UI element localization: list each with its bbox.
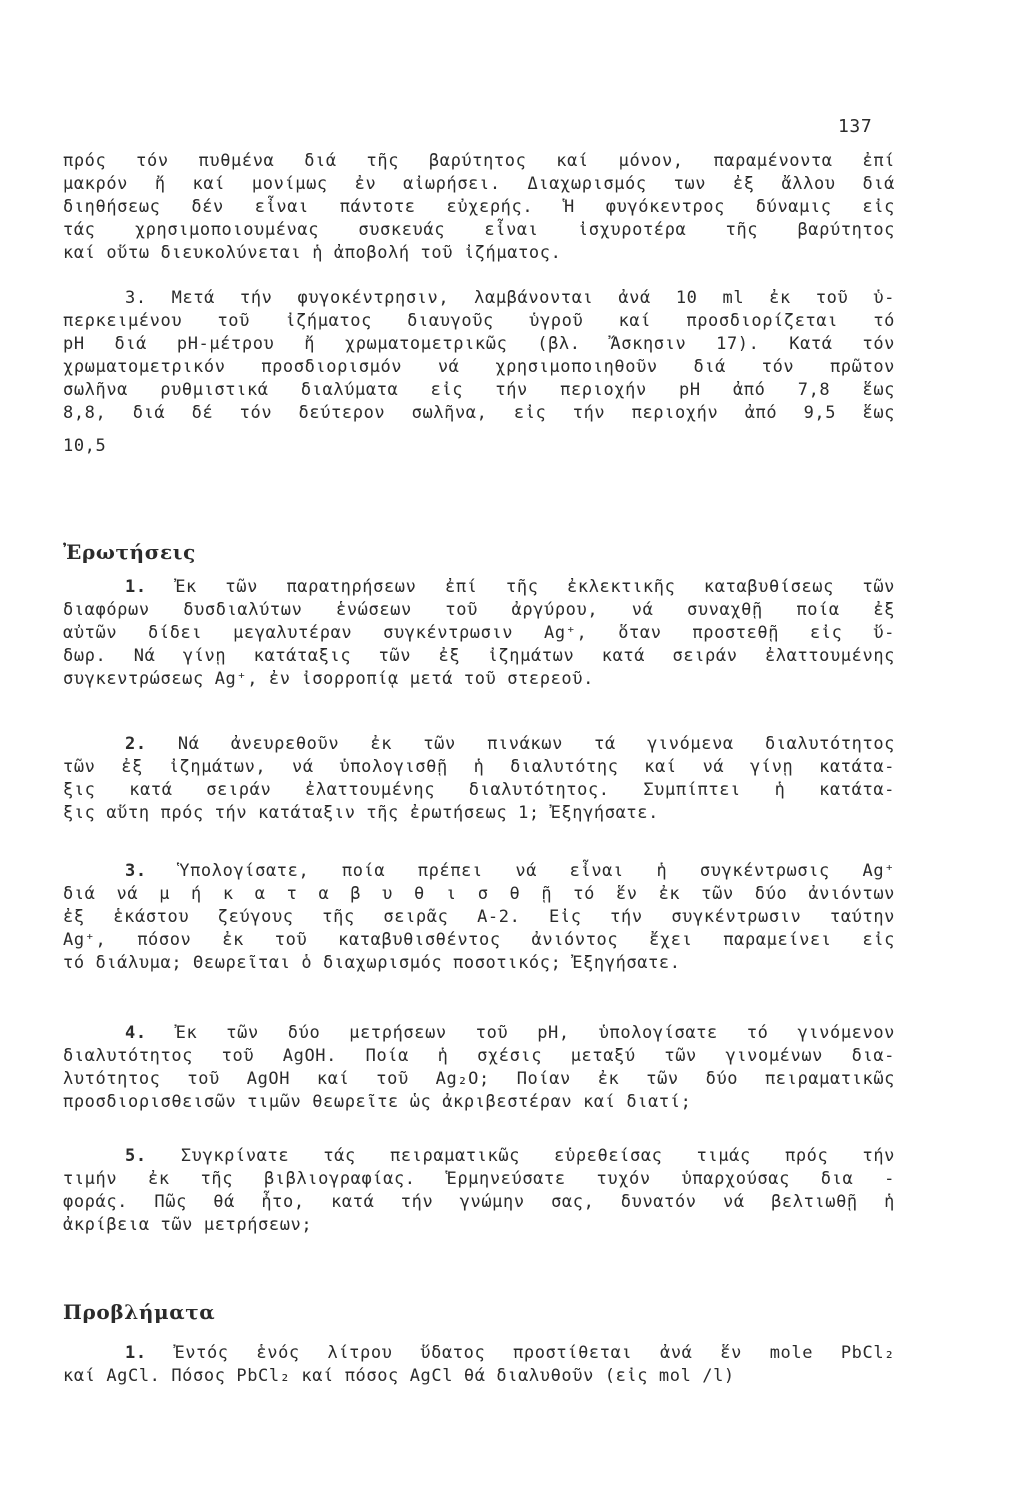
text-line: καί οὕτω διευκολύνεται ἡ ἀποβολή τοῦ ἰζήματος. — [63, 243, 562, 263]
question-number: 4. — [125, 1023, 147, 1043]
text-line: φοράς. Πῶς θά ἦτο, κατά τήν γνώμην σας, δυνατόν νά βελτιωθῇ ἡ — [63, 1192, 895, 1212]
text-line: αὐτῶν δίδει μεγαλυτέραν συγκέντρωσιν Ag⁺, ὅταν προστεθῇ εἰς ὕ- — [63, 623, 895, 643]
text-line: Ag⁺, πόσον ἐκ τοῦ καταβυθισθέντος ἀνιόντος ἔχει παραμείνει εἰς — [63, 930, 895, 950]
text-line: ἐξ ἑκάστου ζεύγους τῆς σειρᾶς Α-2. Εἰς τήν συγκέντρωσιν ταύτην — [63, 907, 895, 927]
problem-number: 1. — [125, 1343, 147, 1363]
text-line: χρωματομετρικόν προσδιορισμόν νά χρησιμοποιηθοῦν διά τόν πρῶτον — [63, 357, 895, 377]
text-line: συγκεντρώσεως Ag⁺, ἐν ἰσορροπίᾳ μετά τοῦ στερεοῦ. — [63, 669, 594, 689]
text-line: 10,5 — [63, 436, 107, 456]
text-line: 2. Νά ἀνευρεθοῦν ἐκ τῶν πινάκων τά γινόμενα διαλυτότητος — [125, 734, 895, 754]
text-line: περκειμένου τοῦ ἰζήματος διαυγοῦς ὑγροῦ καί προσδιορίζεται τό — [63, 311, 895, 331]
question-1 — [63, 576, 895, 691]
text-line: τῶν ἐξ ἰζημάτων, νά ὑπολογισθῇ ἡ διαλυτότης καί νά γίνῃ κατάτα- — [63, 757, 895, 777]
page-number: 137 — [838, 116, 873, 137]
questions-heading: Ἐρωτήσεις — [63, 540, 196, 564]
question-4 — [63, 1022, 895, 1114]
text-line: ξις αὕτη πρός τήν κατάταξιν τῆς ἐρωτήσεως 1; Ἐξηγήσατε. — [63, 803, 659, 823]
question-number: 3. — [125, 861, 147, 881]
text-line: 8,8, διά δέ τόν δεύτερον σωλῆνα, εἰς τήν περιοχήν ἀπό 9,5 ἕως — [63, 403, 895, 423]
text-line: προσδιορισθεισῶν τιμῶν θεωρεῖτε ὡς ἀκριβεστέραν καί διατί; — [63, 1092, 692, 1112]
text-line: ξις κατά σειράν ἐλαττουμένης διαλυτότητος. Συμπίπτει ἡ κατάτα- — [63, 780, 895, 800]
text-line: 3. Μετά τήν φυγοκέντρησιν, λαμβάνονται ἀνά 10 ml ἐκ τοῦ ὑ- — [125, 288, 895, 308]
text-line: σωλῆνα ρυθμιστικά διαλύματα εἰς τήν περιοχήν pH ἀπό 7,8 ἕως — [63, 380, 895, 400]
text-line: τάς χρησιμοποιουμένας συσκευάς εἶναι ἰσχυροτέρα τῆς βαρύτητος — [63, 220, 895, 240]
question-3 — [63, 860, 895, 975]
text-line: μακρόν ἤ καί μονίμως ἐν αἰωρήσει. Διαχωρισμός των ἐξ ἄλλου διά — [63, 174, 895, 194]
text-line: τιμήν ἐκ τῆς βιβλιογραφίας. Ἑρμηνεύσατε τυχόν ὑπαρχούσας δια - — [63, 1169, 895, 1189]
text-line: δωρ. Νά γίνῃ κατάταξις τῶν ἐξ ἰζημάτων κατά σειράν ἐλαττουμένης — [63, 646, 895, 666]
step-number: 3. — [125, 288, 147, 308]
problem-1 — [63, 1342, 895, 1388]
question-number: 2. — [125, 734, 147, 754]
question-number: 5. — [125, 1146, 147, 1166]
text-line: ἀκρίβεια τῶν μετρήσεων; — [63, 1215, 313, 1235]
intro-paragraph — [63, 150, 895, 265]
text-line: 1. Ἐντός ἑνός λίτρου ὕδατος προστίθεται ἀνά ἕν mole PbCl₂ — [125, 1343, 895, 1363]
question-2 — [63, 733, 895, 825]
problems-heading: Προβλήματα — [63, 1300, 216, 1324]
question-number: 1. — [125, 577, 147, 597]
text-line: διά νά μ ή κ α τ α β υ θ ι σ θ ῇ τό ἕν ἐκ τῶν δύο ἀνιόντων — [63, 884, 895, 904]
text-line: διαλυτότητος τοῦ AgOH. Ποία ἡ σχέσις μεταξύ τῶν γινομένων δια- — [63, 1046, 895, 1066]
step-3-paragraph — [63, 287, 895, 458]
text-line: τό διάλυμα; Θεωρεῖται ὁ διαχωρισμός ποσοτικός; Ἐξηγήσατε. — [63, 953, 681, 973]
text-line: 3. Ὑπολογίσατε, ποία πρέπει νά εἶναι ἡ συγκέντρωσις Ag⁺ — [125, 861, 895, 881]
text-line: καί AgCl. Πόσος PbCl₂ καί πόσος AgCl θά διαλυθοῦν (εἰς mol /l) — [63, 1366, 735, 1386]
text-line: πρός τόν πυθμένα διά τῆς βαρύτητος καί μόνον, παραμένοντα ἐπί — [63, 151, 895, 171]
question-5 — [63, 1145, 895, 1237]
text-line: 5. Συγκρίνατε τάς πειραματικῶς εὑρεθείσας τιμάς πρός τήν — [125, 1146, 895, 1166]
text-line: διηθήσεως δέν εἶναι πάντοτε εὐχερής. Ἡ φυγόκεντρος δύναμις εἰς — [63, 197, 895, 217]
text-line: pH διά pH-μέτρου ἤ χρωματομετρικῶς (βλ. Ἄσκησιν 17). Κατά τόν — [63, 334, 895, 354]
text-line: 1. Ἐκ τῶν παρατηρήσεων ἐπί τῆς ἐκλεκτικῆς καταβυθίσεως τῶν — [125, 577, 895, 597]
text-line: λυτότητος τοῦ AgOH καί τοῦ Ag₂O; Ποίαν ἐκ τῶν δύο πειραματικῶς — [63, 1069, 895, 1089]
text-line: διαφόρων δυσδιαλύτων ἑνώσεων τοῦ ἀργύρου, νά συναχθῇ ποία ἐξ — [63, 600, 895, 620]
text-line: 4. Ἐκ τῶν δύο μετρήσεων τοῦ pH, ὑπολογίσατε τό γινόμενον — [125, 1023, 896, 1043]
